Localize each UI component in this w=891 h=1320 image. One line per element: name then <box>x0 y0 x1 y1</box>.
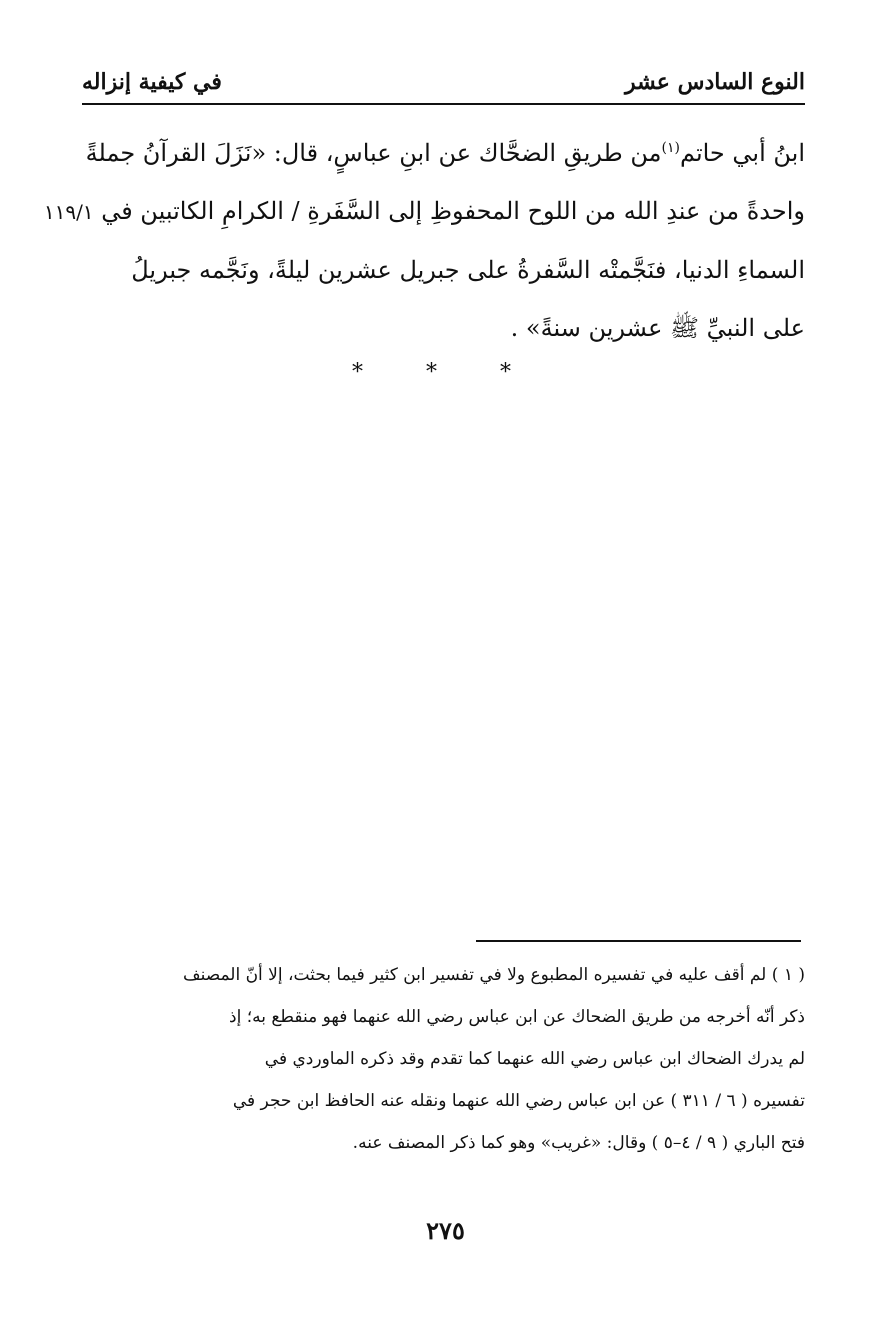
footnote-line: تفسيره ( ٦ / ٣١١ ) عن ابن عباس رضي الله عنهما ونقله عنه الحافظ ابن حجر في <box>232 1091 805 1111</box>
running-header <box>82 62 805 102</box>
body-line-4: على النبيِّ ﷺ عشرين سنةً» . <box>510 314 805 342</box>
footnote-rule <box>476 940 801 942</box>
section-title: في كيفية إنزاله <box>82 69 222 95</box>
footnote-line: فتح الباري ( ٩ / ٤–٥ ) وقال: «غريب» وهو كما ذكر المصنف عنه. <box>352 1133 805 1153</box>
footnote-reference[interactable]: (١) <box>661 140 680 156</box>
footnotes <box>90 954 805 1164</box>
section-separator: * * * <box>352 360 539 385</box>
header-rule <box>82 103 805 105</box>
main-text <box>24 124 805 357</box>
margin-reference: ١١٩/١ <box>43 200 94 224</box>
footnote-line: ذكر أنّه أخرجه من طريق الضحاك عن ابن عباس رضي الله عنهما فهو منقطع به؛ إذ <box>229 1007 805 1027</box>
body-line-2: واحدةً من عندِ الله من اللوح المحفوظِ إلى السَّفَرةِ / الكرامِ الكاتبين في ١١٩/١ <box>43 197 805 225</box>
body-line-3: السماءِ الدنيا، فنَجَّمتْه السَّفرةُ على جبريل عشرين ليلةً، ونَجَّمه جبريلُ <box>131 256 805 284</box>
page-number: ٢٧٥ <box>426 1216 465 1245</box>
footnote-line: لم يدرك الضحاك ابن عباس رضي الله عنهما كما تقدم وقد ذكره الماوردي في <box>264 1049 805 1069</box>
body-line-1: ابنُ أبي حاتم$^{(١)}$من طريقِ الضحَّاك عن ابنِ عباسٍ، قال: «نَزَلَ القرآنُ جملةً <box>85 139 805 167</box>
footnote-line: ( ١ ) لم أقف عليه في تفسيره المطبوع ولا في تفسير ابن كثير فيما بحثت، إلا أنّ المصنف <box>182 965 805 985</box>
chapter-title: النوع السادس عشر <box>625 69 805 95</box>
